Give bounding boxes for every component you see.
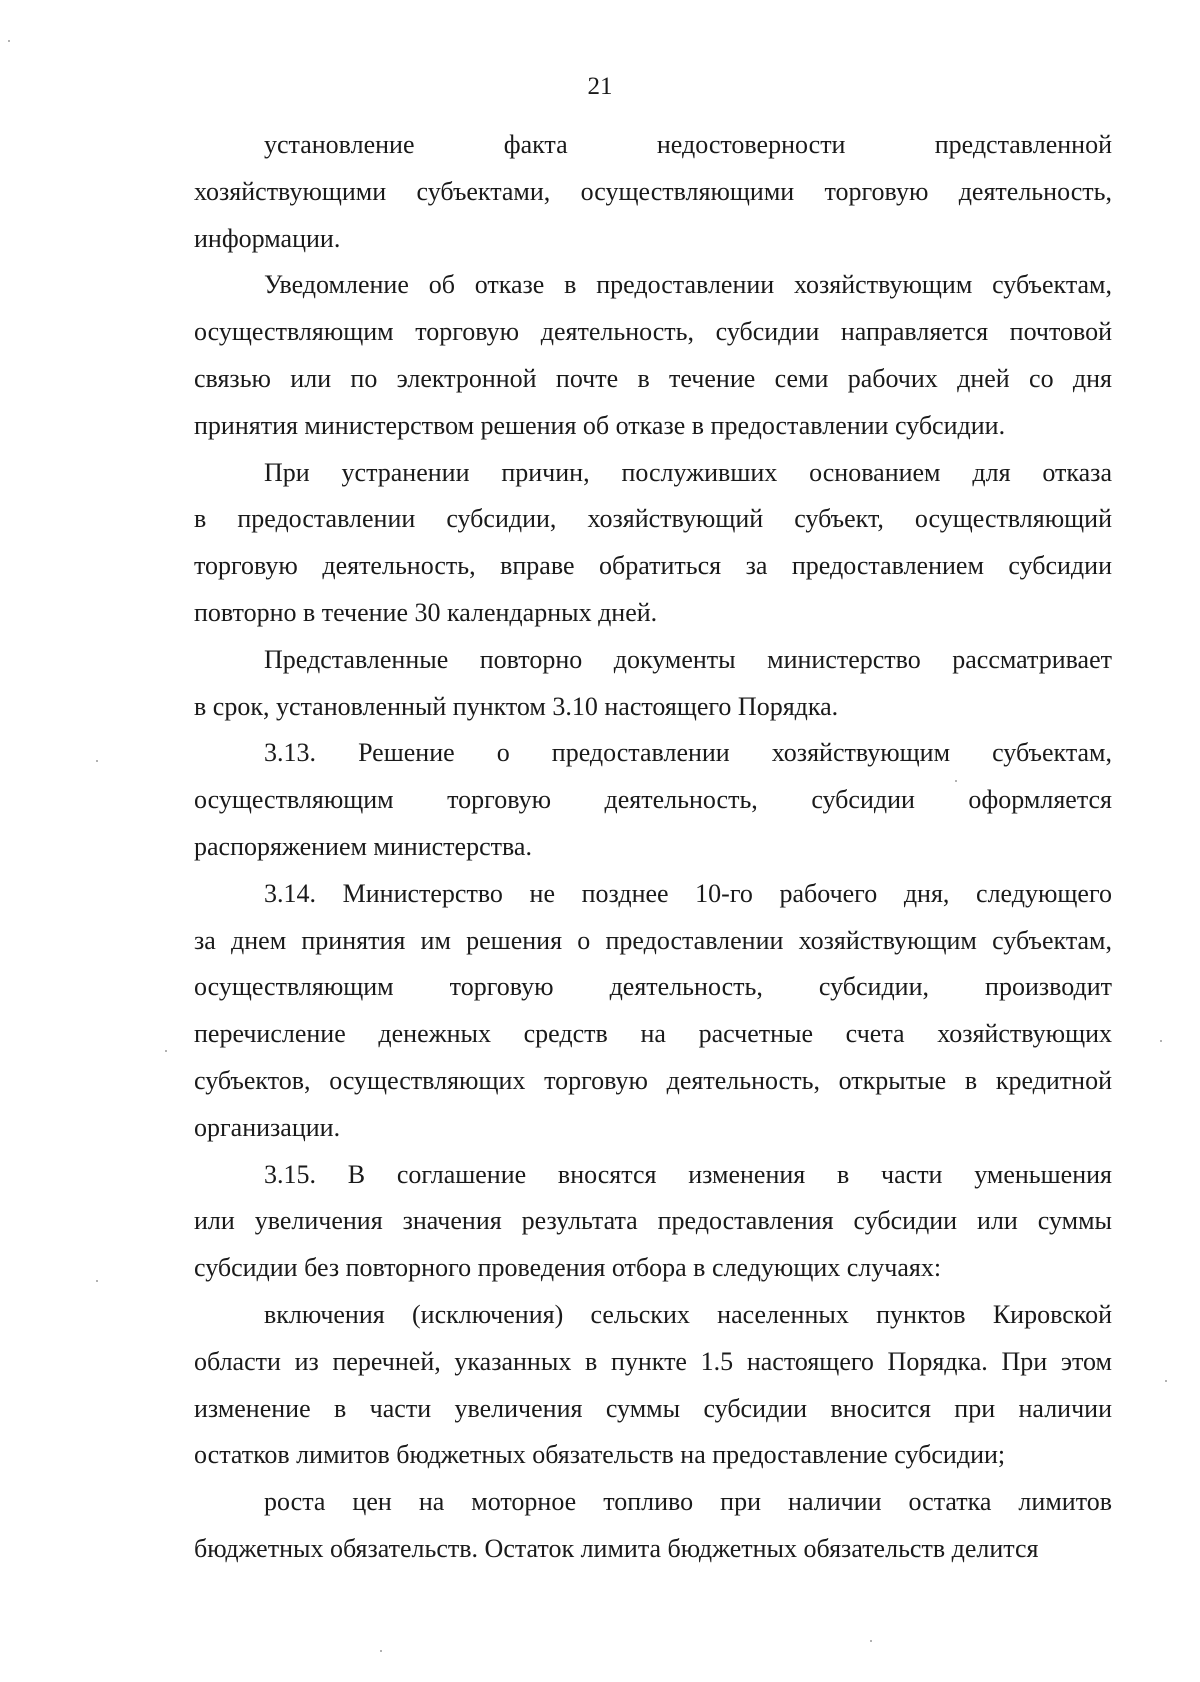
text-line: в срок, установленный пунктом 3.10 настоящего Порядка.	[194, 691, 839, 721]
text-line: осуществляющим торговую деятельность, субсидии оформляется	[194, 785, 1112, 815]
scan-speck	[96, 760, 98, 762]
text-line: торговую деятельность, вправе обратиться за предоставлением субсидии	[194, 551, 1112, 581]
text-line: области из перечней, указанных в пункте 1.5 настоящего Порядка. При этом	[194, 1346, 1112, 1376]
scan-speck	[1160, 1040, 1162, 1042]
scan-speck	[96, 1280, 98, 1282]
paragraph-3-13	[194, 730, 1112, 870]
scan-speck	[1165, 1380, 1167, 1382]
text-line: Уведомление об отказе в предоставлении хозяйствующим субъектам,	[264, 270, 1112, 300]
text-line: или увеличения значения результата предоставления субсидии или суммы	[194, 1206, 1112, 1236]
paragraph-continuation	[194, 122, 1112, 262]
paragraph-inclusion	[194, 1292, 1112, 1479]
scan-speck	[165, 1050, 167, 1052]
scan-speck	[870, 1640, 872, 1642]
text-line: хозяйствующими субъектами, осуществляющими торговую деятельность,	[194, 176, 1112, 206]
text-line: организации.	[194, 1112, 341, 1142]
text-line: Представленные повторно документы министерство рассматривает	[264, 644, 1112, 674]
text-line: установление факта недостоверности представленной	[264, 130, 1112, 159]
text-line: перечисление денежных средств на расчетные счета хозяйствующих	[194, 1019, 1112, 1049]
text-line: субсидии без повторного проведения отбора в следующих случаях:	[194, 1253, 942, 1283]
text-line: принятия министерством решения об отказе в предоставлении субсидии.	[194, 410, 1006, 440]
scan-speck	[8, 40, 10, 42]
text-line: за днем принятия им решения о предоставлении хозяйствующим субъектам,	[194, 925, 1112, 955]
text-line: связью или по электронной почте в течение семи рабочих дней со дня	[194, 363, 1112, 393]
text-line: повторно в течение 30 календарных дней.	[194, 597, 658, 627]
paragraph-resubmitted	[194, 637, 1112, 731]
text-line: роста цен на моторное топливо при наличии остатка лимитов	[264, 1487, 1112, 1517]
text-line: 3.14. Министерство не позднее 10-го рабочего дня, следующего	[264, 878, 1112, 908]
document-body	[194, 122, 1112, 1573]
text-line: информации.	[194, 223, 341, 253]
text-line: распоряжением министерства.	[194, 831, 532, 861]
page-number: 21	[587, 73, 613, 100]
text-line: в предоставлении субсидии, хозяйствующий субъект, осуществляющий	[194, 504, 1112, 534]
paragraph-3-14	[194, 871, 1112, 1152]
text-line: остатков лимитов бюджетных обязательств на предоставление субсидии;	[194, 1440, 1006, 1470]
scan-speck	[380, 1650, 382, 1652]
text-line: осуществляющим торговую деятельность, субсидии направляется почтовой	[194, 317, 1112, 347]
paragraph-notification	[194, 262, 1112, 449]
text-line: включения (исключения) сельских населенных пунктов Кировской	[264, 1299, 1112, 1329]
text-line: 3.15. В соглашение вносятся изменения в части уменьшения	[264, 1159, 1112, 1189]
text-line: 3.13. Решение о предоставлении хозяйствующим субъектам,	[264, 738, 1112, 768]
text-line: изменение в части увеличения суммы субсидии вносится при наличии	[194, 1393, 1112, 1423]
text-line: При устранении причин, послуживших основанием для отказа	[264, 457, 1112, 487]
paragraph-fuel	[194, 1479, 1112, 1573]
paragraph-elimination	[194, 450, 1112, 637]
text-line: бюджетных обязательств. Остаток лимита бюджетных обязательств делится	[194, 1533, 1039, 1563]
paragraph-3-15	[194, 1152, 1112, 1292]
scan-speck	[955, 780, 957, 782]
text-line: осуществляющим торговую деятельность, субсидии, производит	[194, 972, 1112, 1002]
text-line: субъектов, осуществляющих торговую деятельность, открытые в кредитной	[194, 1065, 1112, 1095]
